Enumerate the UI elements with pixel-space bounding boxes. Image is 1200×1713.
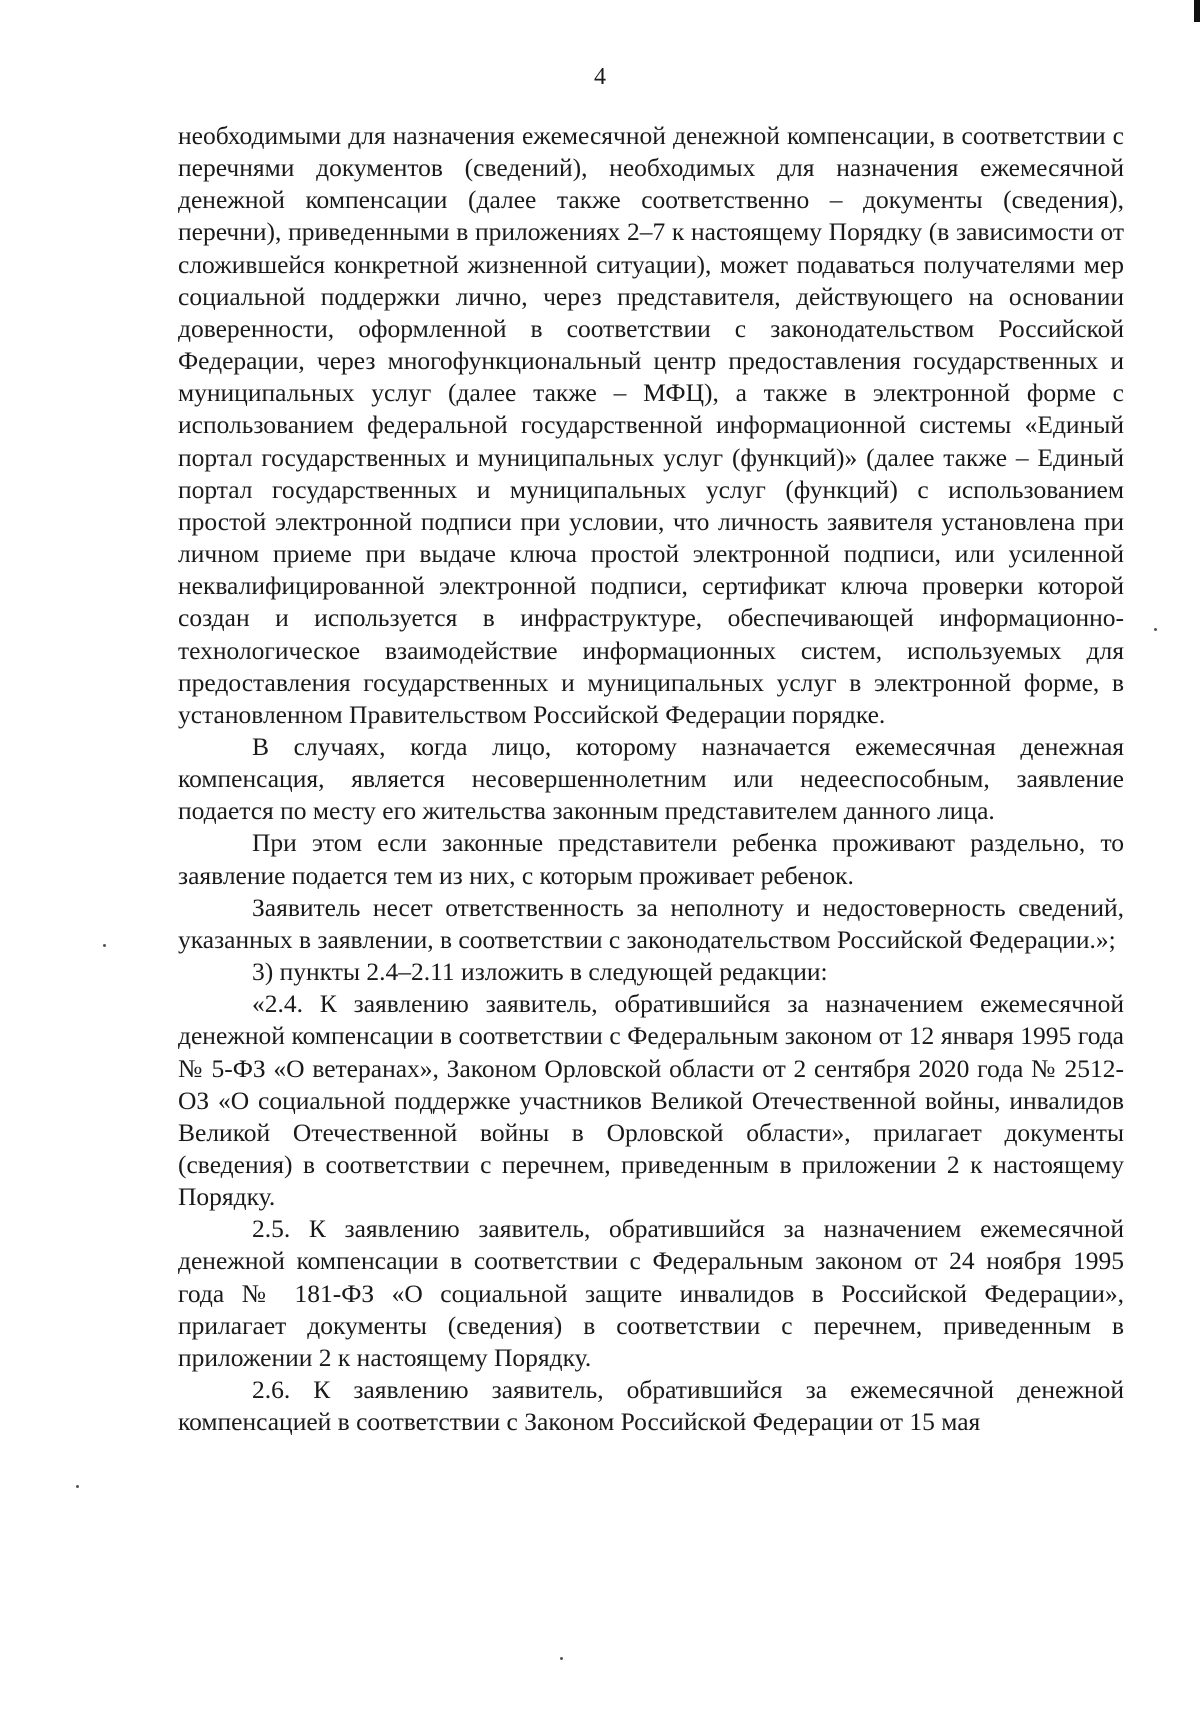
document-body: [178, 120, 1124, 1438]
paragraph-clause-2-6: 2.6. К заявлению заявитель, обратившийся за ежемесячной денежной компенсацией в соответствии с Законом Российской Федерации от 15 мая: [178, 1375, 1124, 1437]
paragraph-amendment-item-3: 3) пункты 2.4–2.11 изложить в следующей редакции:: [252, 957, 828, 987]
paragraph-separate-residence: При этом если законные представители ребенка проживают раздельно, то заявление подается тем из них, с которым проживает ребенок.: [178, 828, 1124, 890]
paragraph-application-submission: необходимыми для назначения ежемесячной денежной компенсации, в соответствии с перечнями документов (сведений), необходимых для назначения ежемесячной денежной компенсации (далее также соответственно – документы (сведения), перечни), приведенными в приложениях 2–7 к настоящему Порядку (в зависимости от сложившейся конкретной жизненной ситуации), может подаваться получателями мер социальной поддержки лично, через представителя, действующего на основании доверенности, оформленной в соответствии с законодательством Российской Федерации, через многофункциональный центр предоставления государственных и муниципальных услуг (далее также – МФЦ), а также в электронной форме с использованием федеральной государственной информационной системы «Единый портал государственных и муниципальных услуг (функций)» (далее также – Единый портал государственных и муниципальных услуг (функций) с использованием простой электронной подписи при условии, что личность заявителя установлена при личном приеме при выдаче ключа простой электронной подписи, или усиленной неквалифицированной электронной подписи, сертификат ключа проверки которой создан и используется в инфраструктуре, обеспечивающей информационно-технологическое взаимодействие информационных систем, используемых для предоставления государственных и муниципальных услуг в электронной форме, в установленном Правительством Российской Федерации порядке.: [178, 121, 1124, 729]
paragraph-clause-2-4: «2.4. К заявлению заявитель, обратившийся за назначением ежемесячной денежной компенсации в соответствии с Федеральным законом от 12 января 1995 года № 5-ФЗ «О ветеранах», Законом Орловской области от 2 сентября 2020 года № 2512-ОЗ «О социальной поддержке участников Великой Отечественной войны, инвалидов Великой Отечественной войны в Орловской области», прилагает документы (сведения) в соответствии с перечнем, приведенным в приложении 2 к настоящему Порядку.: [178, 989, 1124, 1212]
page-number: 4: [594, 64, 606, 90]
scan-speck: [1154, 628, 1157, 631]
scan-speck: [76, 1485, 79, 1488]
scan-speck: [560, 1657, 563, 1660]
paragraph-legal-representative: В случаях, когда лицо, которому назначается ежемесячная денежная компенсация, является несовершеннолетним или недееспособным, заявление подается по месту его жительства законным представителем данного лица.: [178, 731, 1124, 826]
scan-edge-mark: [1194, 0, 1200, 22]
scan-speck: [103, 944, 106, 947]
paragraph-clause-2-5: 2.5. К заявлению заявитель, обратившийся за назначением ежемесячной денежной компенсации в соответствии с Федеральным законом от 24 ноября 1995 года № 181-ФЗ «О социальной защите инвалидов в Российской Федерации», прилагает документы (сведения) в соответствии с перечнем, приведенным в приложении 2 к настоящему Порядку.: [178, 1214, 1124, 1372]
paragraph-applicant-responsibility: Заявитель несет ответственность за неполноту и недостоверность сведений, указанных в заявлении, в соответствии с законодательством Российской Федерации.»;: [178, 892, 1124, 954]
